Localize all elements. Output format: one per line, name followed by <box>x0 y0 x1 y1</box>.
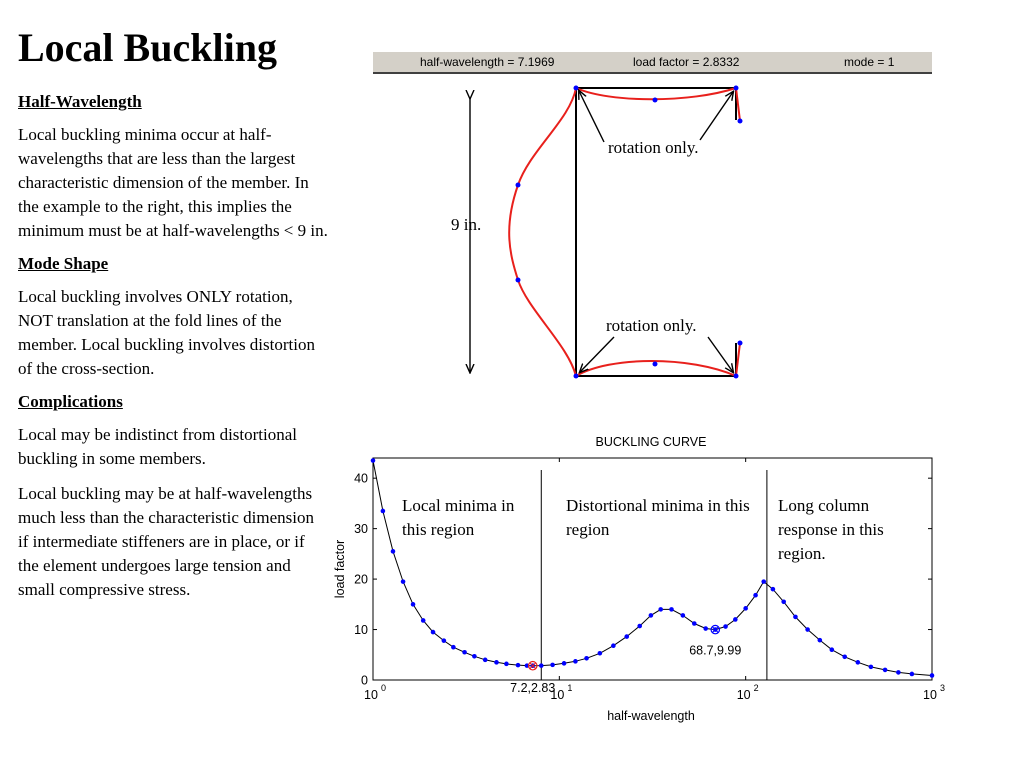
curve-point <box>401 579 406 584</box>
x-tick-label: 10 <box>736 688 751 702</box>
rotation-arrow-top-right <box>700 92 733 140</box>
half-wavelength-readout: half-wavelength = 7.1969 <box>420 55 555 69</box>
curve-point <box>930 673 935 678</box>
x-tick-label: 10 <box>550 688 565 702</box>
curve-point <box>451 645 456 650</box>
curve-point <box>692 621 697 626</box>
buckling-curve-chart <box>320 430 960 730</box>
curve-point <box>681 613 686 618</box>
curve-point <box>743 606 748 611</box>
rotation-label-bottom: rotation only. <box>606 316 697 335</box>
curve-point <box>805 627 810 632</box>
dimension-label: 9 in. <box>451 215 482 234</box>
chart-title: BUCKLING CURVE <box>595 435 707 449</box>
page-title: Local Buckling <box>18 25 277 70</box>
curve-point <box>753 593 758 598</box>
region-label-distortional: Distortional minima in this region <box>566 496 750 539</box>
plot-frame <box>373 458 932 680</box>
curve-point <box>442 638 447 643</box>
curve-point <box>483 658 488 663</box>
x-tick-exponent: 2 <box>753 683 759 693</box>
curve-point <box>611 643 616 648</box>
x-tick-exponent: 0 <box>381 683 387 693</box>
rotation-arrow-top-left <box>579 91 604 142</box>
y-tick-label: 30 <box>354 522 368 537</box>
curve-point <box>539 663 544 668</box>
curve-point <box>391 549 396 554</box>
curve-point <box>562 661 567 666</box>
rotation-arrow-bottom-right <box>708 337 733 372</box>
region-label-long-column: Long column response in this region. <box>778 496 884 563</box>
minimum-marker-label: 68.7,9.99 <box>689 643 742 658</box>
curve-point <box>856 660 861 665</box>
curve-point <box>637 624 642 629</box>
curve-point <box>431 630 436 635</box>
curve-point <box>658 607 663 612</box>
curve-point <box>411 602 416 607</box>
curve-point <box>896 670 901 675</box>
curve-point <box>504 662 509 667</box>
load-factor-readout: load factor = 2.8332 <box>633 55 740 69</box>
half-wavelength-paragraph: Local buckling minima occur at half-wavelengths that are less than the largest characteristic dimension of the member. In the example to the right, this implies the minimum must be at half-wavelengths < 9 in. <box>18 125 328 240</box>
curve-point <box>516 663 521 668</box>
curve-point <box>421 618 426 623</box>
complications-paragraph-2: Local buckling may be at half-wavelengths much less than the characteristic dimension if intermediate stiffeners are in place, or if the element undergoes large tension and small compressive stress. <box>18 484 314 599</box>
y-tick-label: 40 <box>354 471 368 486</box>
curve-point <box>723 624 728 629</box>
curve-point <box>669 607 674 612</box>
complications-paragraph-1: Local may be indistinct from distortional buckling in some members. <box>18 425 298 468</box>
curve-point <box>472 654 477 659</box>
minimum-marker-label: 7.2,2.83 <box>510 681 556 695</box>
x-axis-label: half-wavelength <box>607 709 695 723</box>
curve-point <box>761 579 766 584</box>
curve-point <box>830 647 835 652</box>
curve-point <box>573 659 578 664</box>
curve-point <box>550 663 555 668</box>
curve-point <box>781 599 786 604</box>
curve-point <box>910 672 915 677</box>
x-tick-label: 10 <box>923 688 937 702</box>
deformed-web <box>509 88 576 376</box>
curve-point <box>733 617 738 622</box>
curve-point <box>771 587 776 592</box>
curve-point <box>381 509 386 514</box>
x-tick-exponent: 1 <box>567 683 573 693</box>
curve-point <box>462 650 467 655</box>
curve-point <box>818 638 823 643</box>
curve-point <box>371 458 376 463</box>
curve-point <box>703 626 708 631</box>
curve-point <box>883 668 888 673</box>
heading-mode-shape: Mode Shape <box>18 254 109 273</box>
curve-point <box>649 613 654 618</box>
heading-half-wavelength: Half-Wavelength <box>18 92 142 111</box>
y-axis-label: load factor <box>333 539 347 599</box>
curve-point <box>793 615 798 620</box>
x-tick-label: 10 <box>364 688 378 702</box>
y-tick-label: 20 <box>354 572 368 587</box>
curve-point <box>869 665 874 670</box>
curve-point <box>494 660 499 665</box>
x-tick-exponent: 3 <box>940 683 946 693</box>
deformed-top-flange <box>576 88 736 99</box>
curve-points <box>371 458 935 678</box>
mode-readout: mode = 1 <box>844 55 895 69</box>
curve-point <box>584 656 589 661</box>
heading-complications: Complications <box>18 392 123 411</box>
y-tick-label: 10 <box>354 623 368 638</box>
region-label-local: Local minima in this region <box>402 496 515 539</box>
buckling-curve-line <box>373 461 932 676</box>
curve-point <box>598 651 603 656</box>
curve-point <box>842 654 847 659</box>
mode-shape-paragraph: Local buckling involves ONLY rotation, NOT translation at the fold lines of the member. Local buckling involves distortion of the cross-section. <box>18 287 315 378</box>
curve-point <box>624 634 629 639</box>
rotation-label-top: rotation only. <box>608 138 699 157</box>
y-tick-label: 0 <box>361 673 368 688</box>
